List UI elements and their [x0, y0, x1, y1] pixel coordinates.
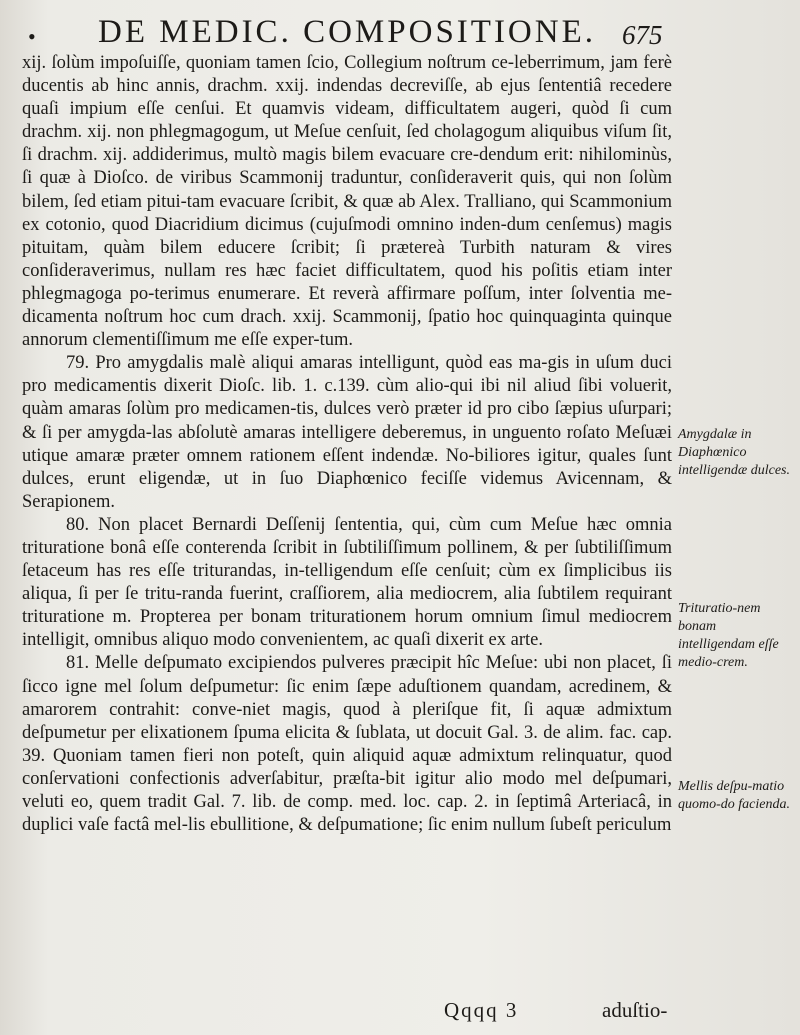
paragraph-80: 80. Non placet Bernardi Deſſenij ſententia, qui, cùm cum Meſue hæc omnia trituratione bonâ eſſe conterenda ſcribit in ſubtiliſſimum pollinem, & per ſubtiliſſimum ſetaceum has res eſſe triturandas, in-telligendum eſſe cenſuit; cùm ex ſimplicibus iis aliqua, ſi per ſe tritu-randa fuerint, craſſiorem, alia mediocrem, alia ſubtilem requirant trituratione m. Propterea per bonam triturationem horum omnium ſimul mediocrem intelligit, omnibus aliquo modo convenientem, ac quaſi dixerit ex arte.: [22, 514, 672, 651]
paragraph-81: 81. Melle deſpumato excipiendos pulveres præcipit hîc Meſue: ubi non placet, ſi ſicco igne mel ſolum deſpumetur: ſic enim ſæpe aduſtionem quandam, acredinem, & amarorem contrahit: conve-niet magis, quod à pleriſque fit, ſi aquæ admixtum deſpumetur per elixationem ſpuma elicita & ſublata, ut docuit Gal. 3. de alim. fac. cap. 39. Quoniam tamen fieri non poteſt, quin aliquid aquæ admixtum relinquatur, quod conſervationi confectionis adverſabitur, præſta-bit igitur alio modo mel deſpumari, veluti eo, quem tradit Gal. 7. lib. de comp. med. loc. cap. 2. in ſeptimâ Arteriacâ, in duplici vaſe factâ mel-lis ebullitione, & deſpumatione; ſic enim nullum ſubeſt periculum: [22, 653, 672, 836]
paragraph-continued: xij. ſolùm impoſuiſſe, quoniam tamen ſcio, Collegium noſtrum ce-leberrimum, jam ferè ducentis ab hinc annis, drachm. xxij. indendas decreviſſe, ab ejus ſententiâ recedere quaſi impium eſſe cenſui. Et quamvis videam, difficultatem augeri, quòd ſi cum drachm. xij. non phlegmagogum, ut Meſue cenſuit, ſed cholagogum aliquibus viſum ſit, ſi drachm. xij. addiderimus, multò magis bilem evacuare cre-dendum erit: nihilominùs, ſi quæ à Dioſco. de viribus Scammonij traduntur, conſideraverit quis, qui non ſolùm bilem, ſed etiam pitui-tam evacuare ſcribit, & quæ ab Alex. Tralliano, qui Scammonium ex cotonio, quod Diacridium dicimus (cujuſmodi omnino inden-dum cenſemus) magis pituitam, quàm bilem educere ſcribit; ſi prætereà Turbith naturam & vires conſideraverimus, nullam res hæc faciet difficultatem, quod his poſitis etiam inter phlegmagoga po-terimus enumerare. Et reverà affirmare poſſum, inter ſolventia me-dicamenta noſtrum hoc cum drach. xxij. Scammonij, ſpatio hoc quinquaginta quinque annorum clementiſſimum me eſſe exper-tum.: [22, 53, 672, 351]
paragraph-79: 79. Pro amygdalis malè aliqui amaras intelligunt, quòd eas ma-gis in uſum duci pro medicamentis dixerit Dioſc. lib. 1. c.139. cùm alio-qui ibi nil aliud ſibi voluerit, quàm amaras ſolùm pro medicamen-tis, dulces verò præter id pro cibo ſæpius uſurpari; & ſi per amygda-las abſolutè amaras intelligere deberemus, in unguento roſato Meſuæi utique amaræ præter omnem rationem eſſent indendæ. No-biliores igitur, quales ſunt dulces, erunt eligendæ, ut in ſuo Diaphœnico feciſſe videmus Avicennam, & Serapionem.: [22, 353, 672, 512]
page-number: 675: [622, 20, 663, 50]
catchword: aduſtio-: [602, 998, 668, 1022]
running-header: [0, 14, 800, 54]
signature-mark: Qqqq 3: [444, 998, 519, 1022]
main-text: [22, 52, 672, 837]
sidenote-trituratio: Trituratio-nem bonam intelligendam eſſe medio-crem.: [678, 601, 779, 670]
header-bullet: •: [28, 24, 36, 49]
sidenote-mellis: Mellis deſpu-matio quomo-do facienda.: [678, 779, 790, 812]
running-title: DE MEDIC. COMPOSITIONE.: [98, 14, 596, 50]
sidenote-amygdalae: Amygdalæ in Diaphœnico intelligendæ dulces.: [678, 427, 790, 478]
page-footer: [0, 996, 800, 1028]
